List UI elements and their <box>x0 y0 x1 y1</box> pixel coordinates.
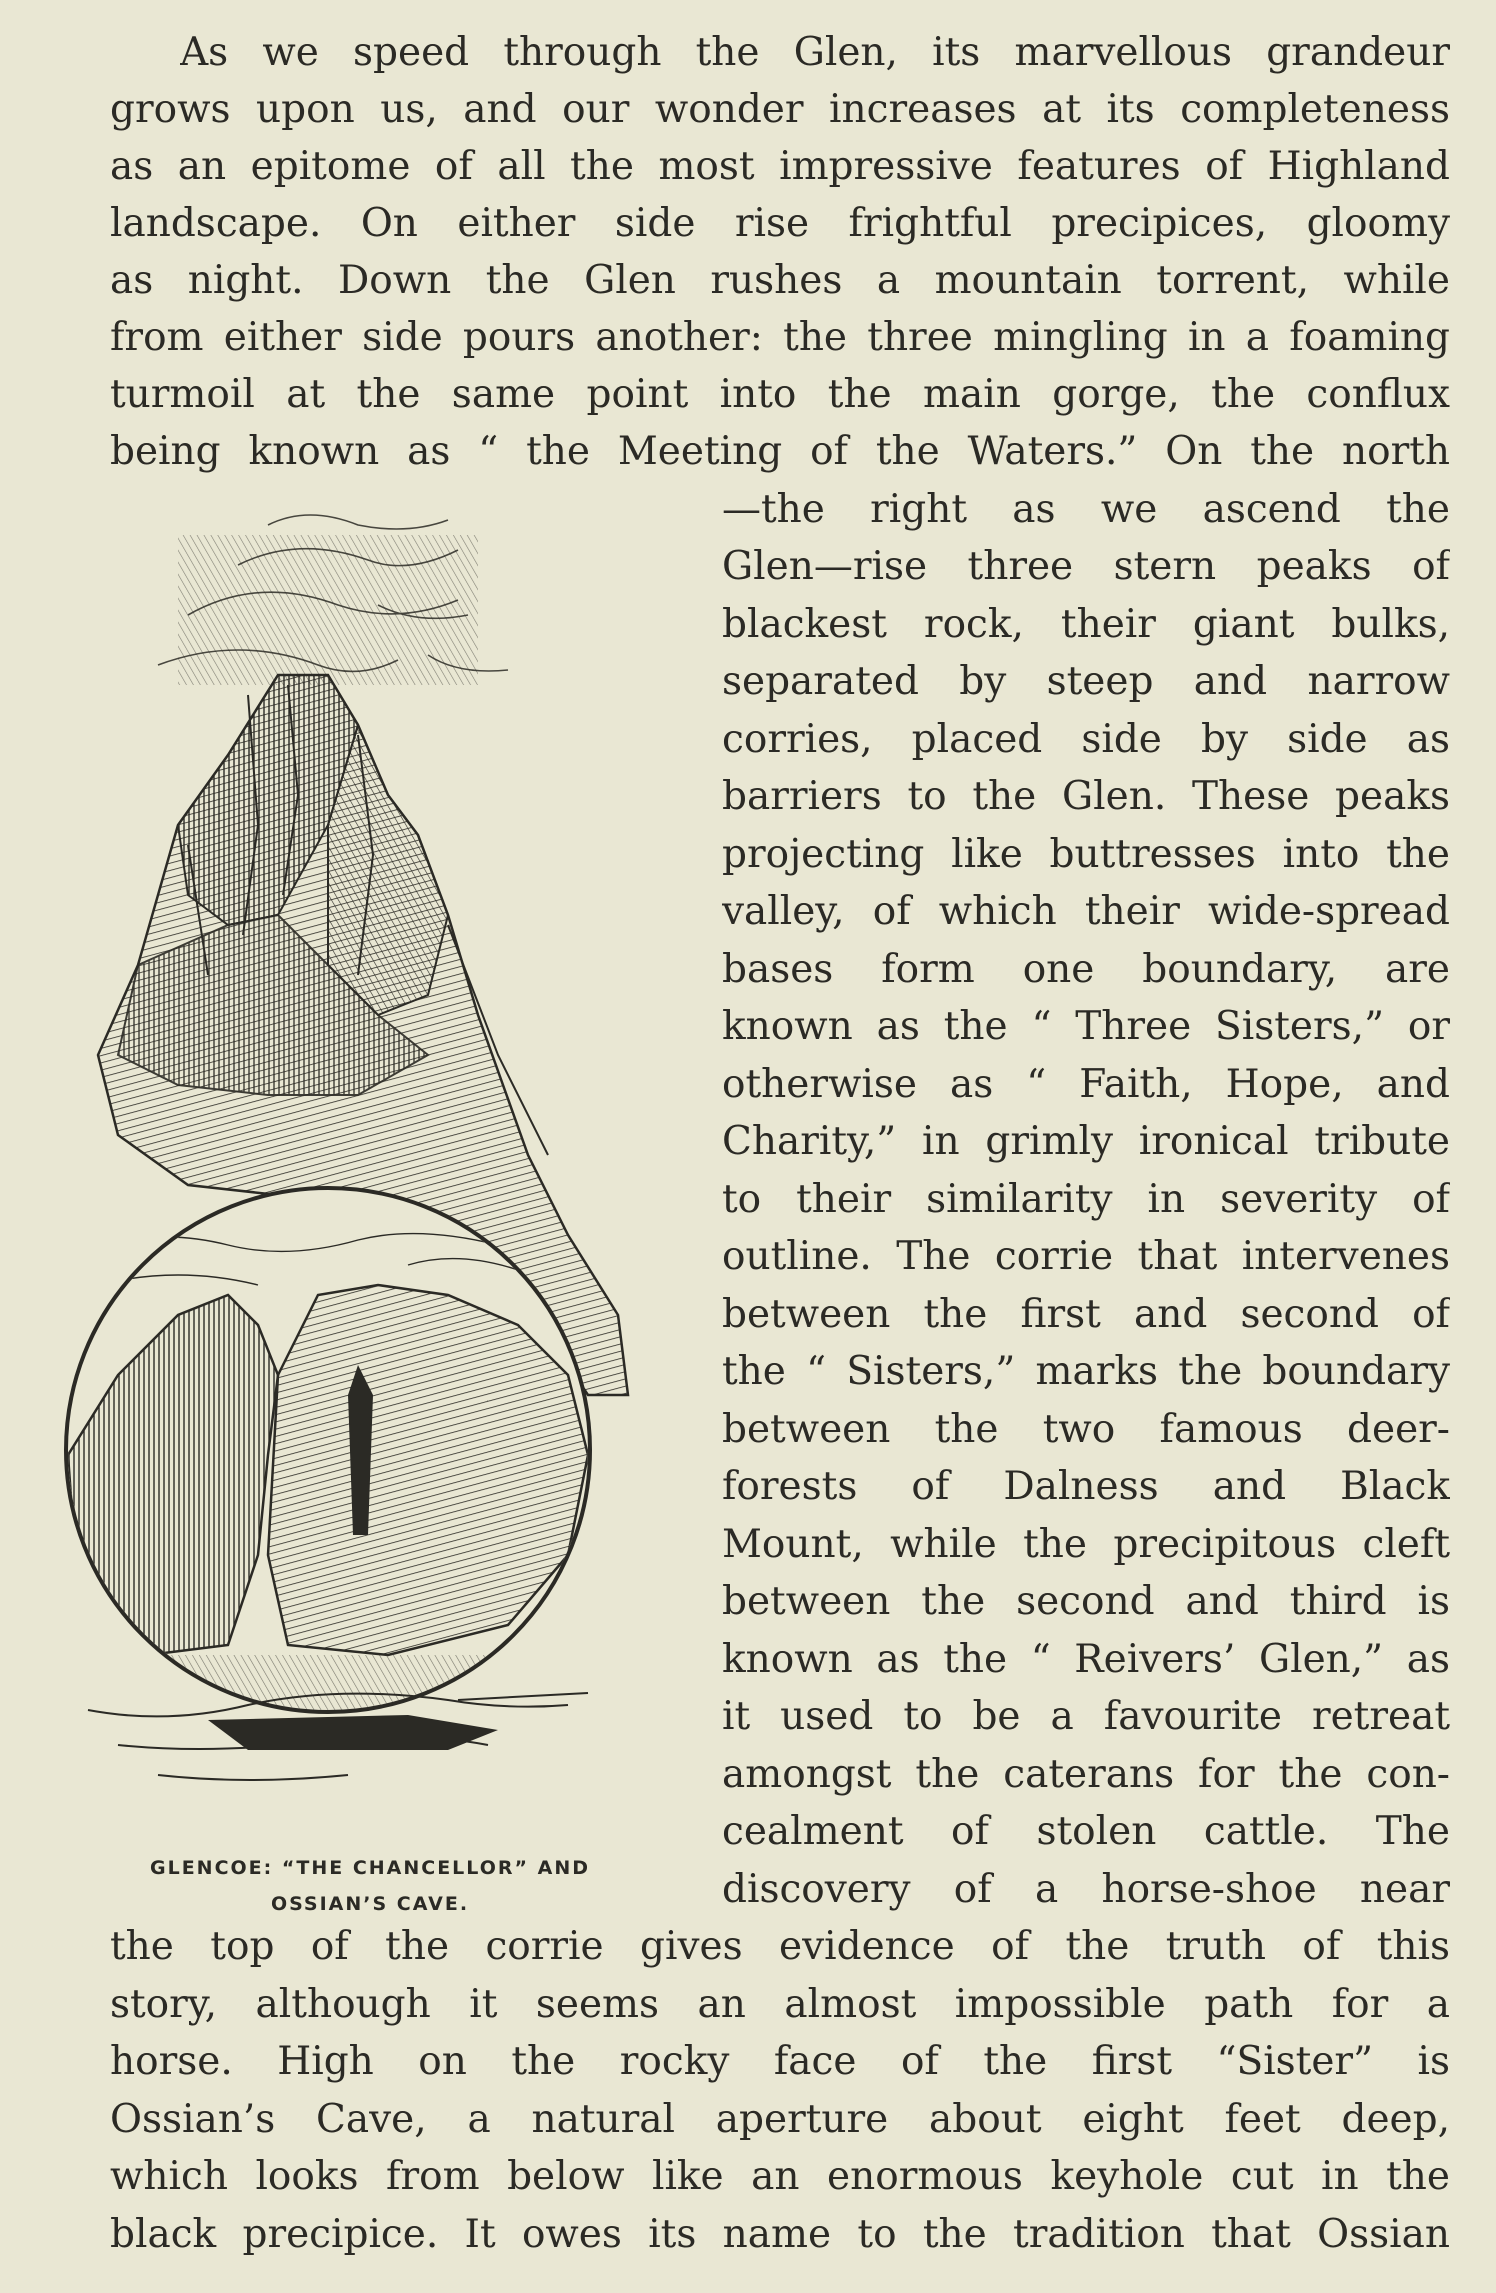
text-line: outline. The corrie that intervenes <box>722 1234 1450 1279</box>
text-line: projecting like buttresses into the <box>722 832 1450 877</box>
caption-line: OSSIAN’S CAVE. <box>270 1893 470 1915</box>
text-line: story, although it seems an almost impossible path for a <box>110 1982 1450 2027</box>
text-line: being known as “ the Meeting of the Waters.” On the north <box>110 429 1450 474</box>
text-line: black precipice. It owes its name to the tradition that Ossian <box>110 2212 1450 2257</box>
text-line: blackest rock, their giant bulks, <box>722 602 1450 647</box>
text-line: it used to be a favourite retreat <box>722 1694 1450 1739</box>
text-line: Mount, while the precipitous cleft <box>722 1522 1450 1567</box>
text-line: Ossian’s Cave, a natural aperture about eight feet deep, <box>110 2097 1450 2142</box>
text-line: which looks from below like an enormous keyhole cut in the <box>110 2154 1450 2199</box>
text-line: between the two famous deer- <box>722 1407 1450 1452</box>
text-line: grows upon us, and our wonder increases at its completeness <box>110 87 1450 132</box>
text-line: forests of Dalness and Black <box>722 1464 1450 1509</box>
text-line: as night. Down the Glen rushes a mountain torrent, while <box>110 258 1450 303</box>
text-line: As we speed through the Glen, its marvellous grandeur <box>180 30 1450 75</box>
text-line: otherwise as “ Faith, Hope, and <box>722 1062 1450 1107</box>
caption-line: GLENCOE: “THE CHANCELLOR” AND <box>150 1857 590 1879</box>
glencoe-illustration <box>28 495 698 1815</box>
text-line: amongst the caterans for the con- <box>722 1752 1450 1797</box>
text-line: —the right as we ascend the <box>722 487 1450 532</box>
text-line: to their similarity in severity of <box>722 1177 1450 1222</box>
text-line: Glen—rise three stern peaks of <box>722 544 1450 589</box>
figure-caption <box>60 1850 680 1922</box>
text-line: Charity,” in grimly ironical tribute <box>722 1119 1450 1164</box>
text-line: between the second and third is <box>722 1579 1450 1624</box>
text-line: landscape. On either side rise frightful precipices, gloomy <box>110 201 1450 246</box>
text-line: known as the “ Three Sisters,” or <box>722 1004 1450 1049</box>
text-line: the “ Sisters,” marks the boundary <box>722 1349 1450 1394</box>
text-line: known as the “ Reivers’ Glen,” as <box>722 1637 1450 1682</box>
text-line: from either side pours another: the three mingling in a foaming <box>110 315 1450 360</box>
text-line: turmoil at the same point into the main gorge, the conflux <box>110 372 1450 417</box>
text-line: horse. High on the rocky face of the first “Sister” is <box>110 2039 1450 2084</box>
text-line: separated by steep and narrow <box>722 659 1450 704</box>
text-line: valley, of which their wide-spread <box>722 889 1450 934</box>
text-line: corries, placed side by side as <box>722 717 1450 762</box>
text-line: between the first and second of <box>722 1292 1450 1337</box>
text-line: the top of the corrie gives evidence of the truth of this <box>110 1924 1450 1969</box>
text-line: as an epitome of all the most impressive features of Highland <box>110 144 1450 189</box>
text-line: barriers to the Glen. These peaks <box>722 774 1450 819</box>
text-line: cealment of stolen cattle. The <box>722 1809 1450 1854</box>
text-line: bases form one boundary, are <box>722 947 1450 992</box>
text-line: discovery of a horse-shoe near <box>722 1867 1450 1912</box>
